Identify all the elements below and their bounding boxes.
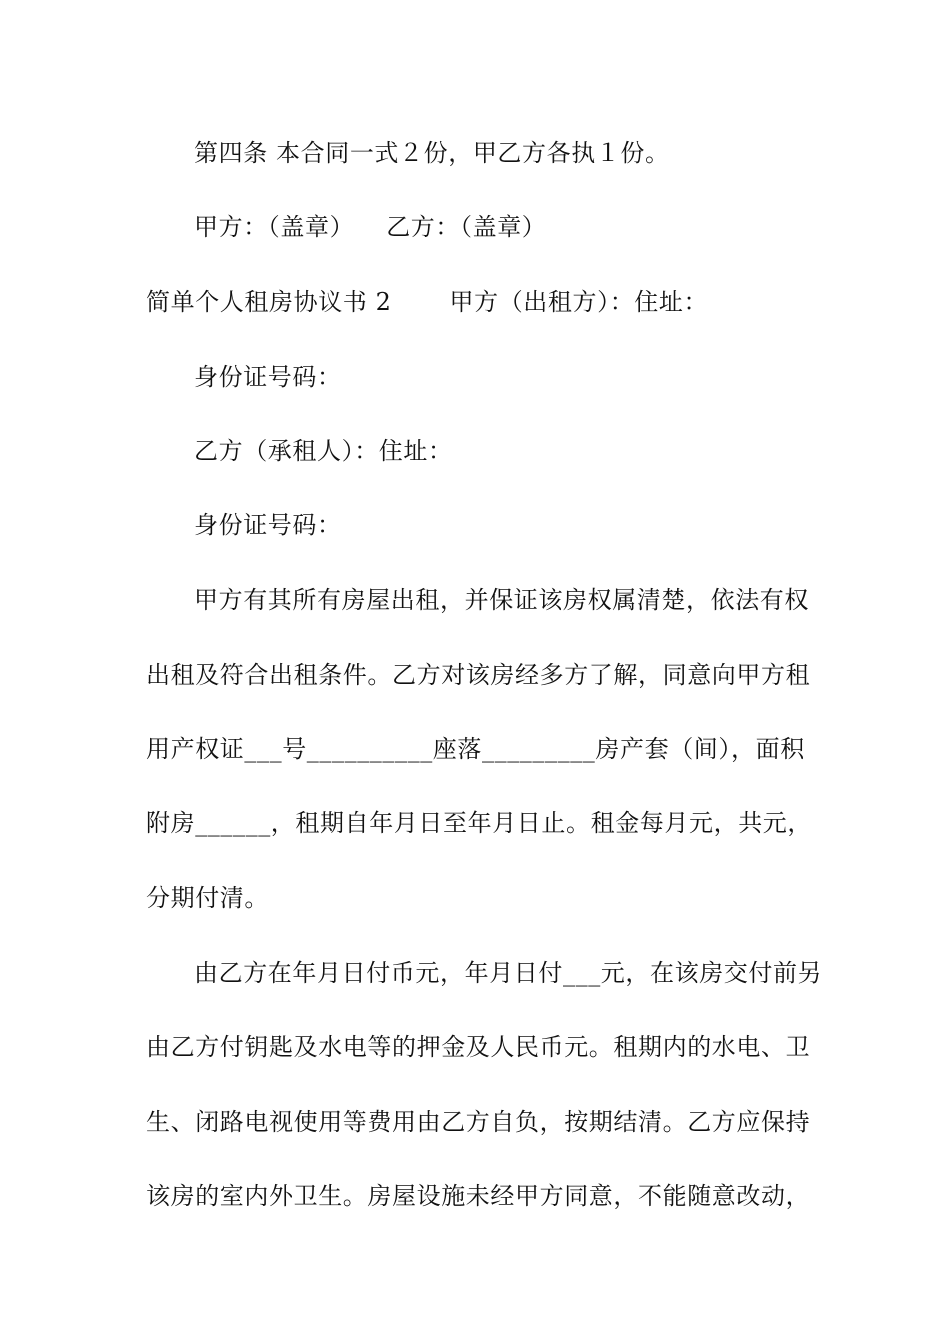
paragraph-line: 生、闭路电视使用等费用由乙方自负，按期结清。乙方应保持 [146, 1108, 811, 1136]
party-b-seal: 乙方：（盖章） [386, 213, 547, 241]
document-title: 简单个人租房协议书 2 [146, 288, 392, 316]
paragraph-line: 出租及符合出租条件。乙方对该房经多方了解，同意向甲方租 [146, 661, 811, 689]
signature-line [194, 212, 864, 242]
lessor-id-line: 身份证号码： [194, 363, 342, 391]
title-line [146, 287, 816, 317]
lessor-address: 甲方（出租方）：住址： [449, 288, 709, 316]
paragraph-line: 由乙方在年月日付币元，年月日付___元，在该房交付前另 [194, 959, 823, 987]
paragraph-line: 附房______，租期自年月日至年月日止。租金每月元，共元， [146, 809, 812, 837]
lessee-line: 乙方（承租人）：住址： [194, 437, 453, 465]
article-4-line: 第四条 本合同一式２份，甲乙方各执１份。 [194, 139, 670, 167]
paragraph-line: 分期付清。 [146, 884, 269, 912]
party-a-seal: 甲方：（盖章） [194, 213, 355, 241]
paragraph-line: 该房的室内外卫生。房屋设施未经甲方同意，不能随意改动， [146, 1182, 811, 1210]
paragraph-line: 由乙方付钥匙及水电等的押金及人民币元。租期内的水电、卫 [146, 1033, 811, 1061]
paragraph-line: 甲方有其所有房屋出租，并保证该房权属清楚，依法有权 [194, 586, 809, 614]
lessee-id-line: 身份证号码： [194, 511, 342, 539]
paragraph-line: 用产权证___号__________座落_________房产套（间），面积 [146, 735, 805, 763]
